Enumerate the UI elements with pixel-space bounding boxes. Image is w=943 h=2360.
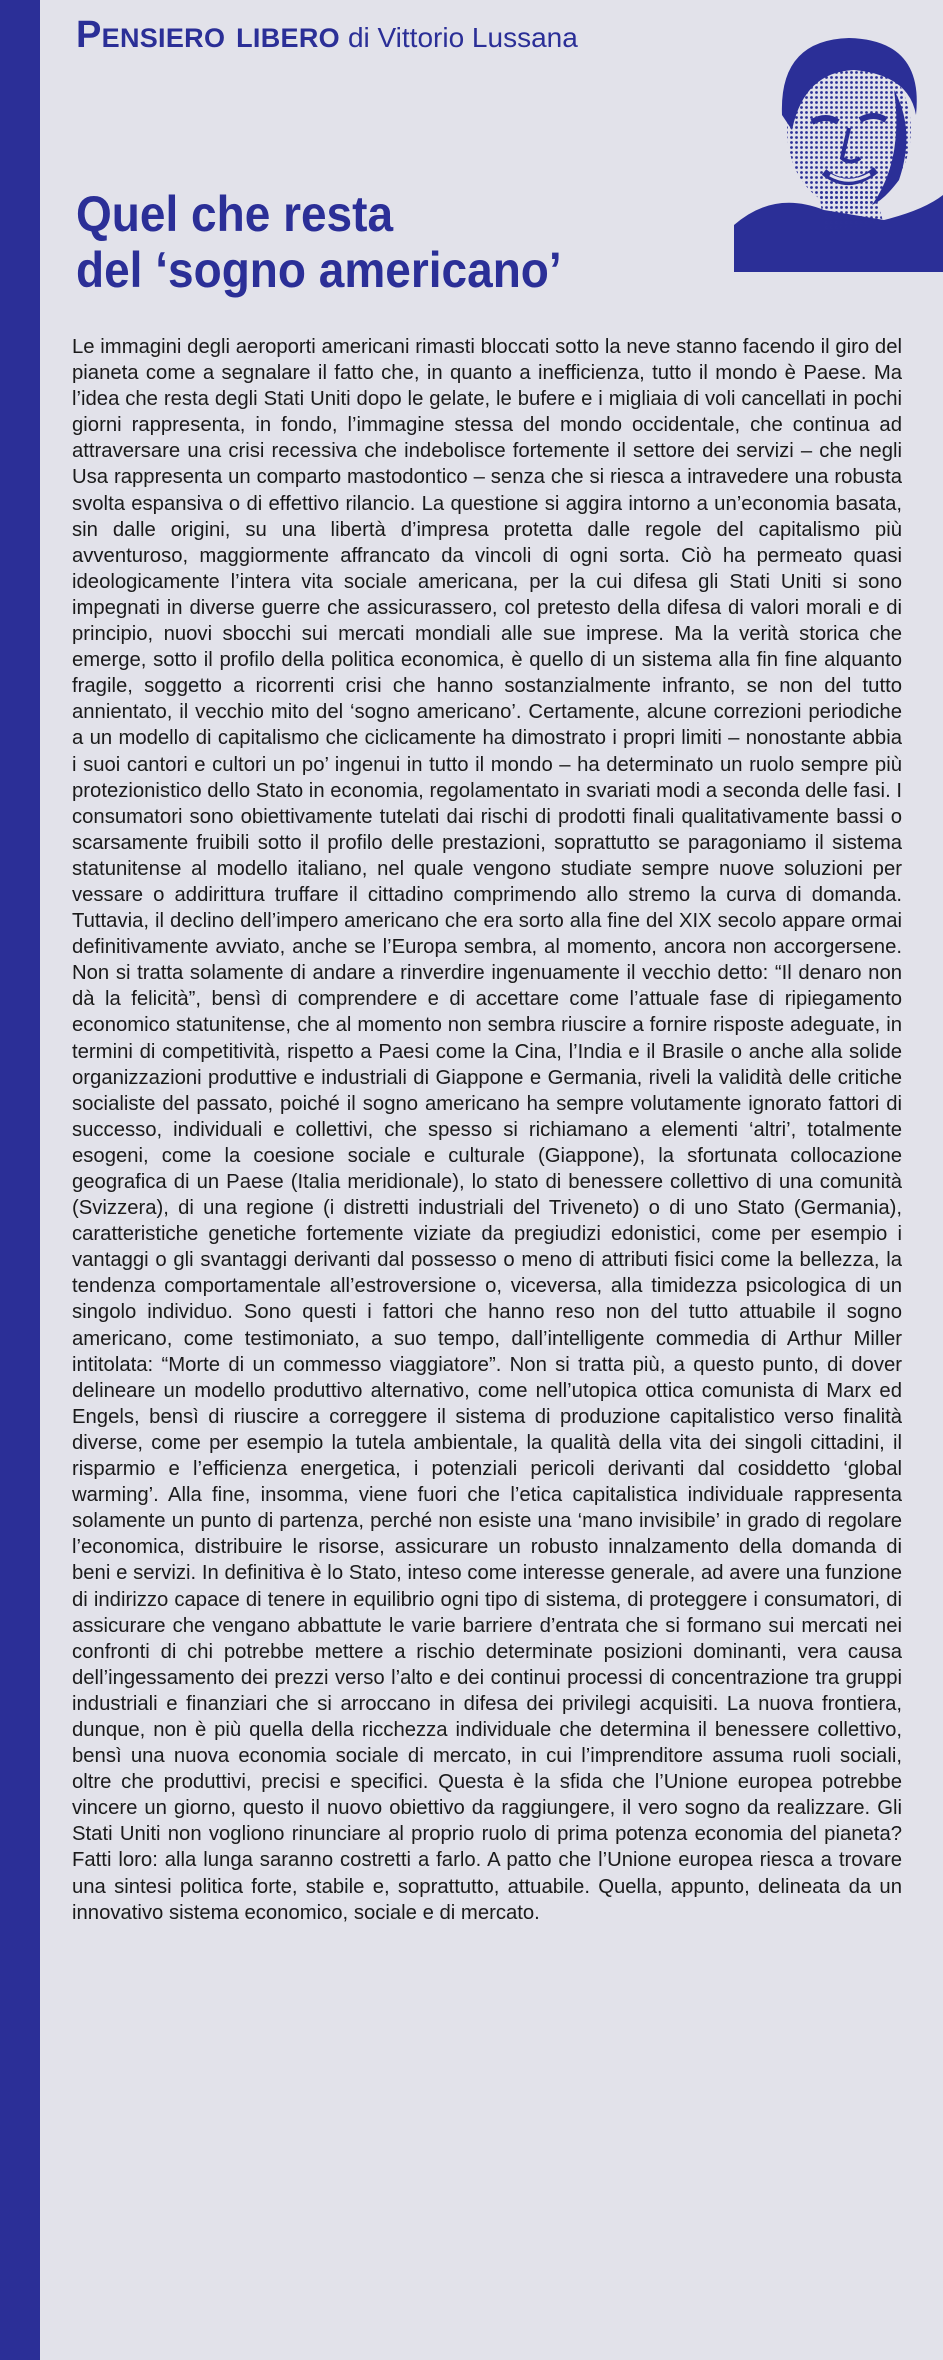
author-portrait	[734, 20, 943, 272]
column-name: Pensiero libero	[76, 14, 340, 56]
column-header	[76, 14, 578, 57]
left-accent-bar	[0, 0, 40, 2360]
article-title	[76, 186, 562, 298]
article-title-line-2: del ‘sogno americano’	[76, 242, 562, 298]
article-title-line-1: Quel che resta	[76, 186, 394, 242]
byline: di Vittorio Lussana	[347, 22, 578, 53]
article-body: Le immagini degli aeroporti americani rimasti bloccati sotto la neve stanno facendo il giro del pianeta come a segnalare il fatto che, in quanto a inefficienza, tutto il mondo è Paese. Ma l’idea che resta degli Stati Uniti dopo le gelate, le bufere e i migliaia di voli cancellati in pochi giorni rappresenta, in fondo, l’immagine stessa del mondo occidentale, che continua ad attraversare una crisi recessiva che indebolisce fortemente il settore dei servizi – che negli Usa rappresenta un comparto mastodontico – senza che si riesca a intravedere una robusta svolta espansiva o di effettivo rilancio. La questione si aggira intorno a un’economia basata, sin dalle origini, su una libertà d’impresa protetta dalle regole del capitalismo più avventuroso, maggiormente affrancato da vincoli di ogni sorta. Ciò ha permeato quasi ideologicamente l’intera vita sociale americana, per la cui difesa gli Stati Uniti si sono impegnati in diverse guerre che assicurassero, col pretesto della difesa di valori morali e di principio, nuovi sbocchi sui mercati mondiali alle sue imprese. Ma la verità storica che emerge, sotto il profilo della politica economica, è quello di un sistema alla fin fine alquanto fragile, soggetto a ricorrenti crisi che hanno sostanzialmente infranto, se non del tutto annientato, il vecchio mito del ‘sogno americano’. Certamente, alcune correzioni periodiche a un modello di capitalismo che ciclicamente ha dimostrato i propri limiti – nonostante abbia i suoi cantori e cultori un po’ ingenui in tutto il mondo – ha determinato un ruolo sempre più protezionistico dello Stato in economia, regolamentato in svariati modi a seconda delle fasi. I consumatori sono obiettivamente tutelati dai rischi di prodotti finali qualitativamente bassi o scarsamente fruibili sotto il profilo delle prestazioni, soprattutto se paragoniamo il sistema statunitense al modello italiano, nel quale vengono studiate sempre nuove soluzioni per vessare o addirittura truffare il cittadino comprimendo allo stremo la curva di domanda. Tuttavia, il declino dell’impero americano che era sorto alla fine del XIX secolo appare ormai definitivamente avviato, anche se l’Europa sembra, al momento, ancora non accorgersene. Non si tratta solamente di andare a rinverdire ingenuamente il vecchio detto: “Il denaro non dà la felicità”, bensì di comprendere e di accettare come l’attuale fase di ripiegamento economico statunitense, che al momento non sembra riuscire a fornire risposte adeguate, in termini di competitività, rispetto a Paesi come la Cina, l’India e il Brasile o anche alla solide organizzazioni produttive e industriali di Giappone e Germania, riveli la validità delle critiche socialiste del passato, poiché il sogno americano ha sempre volutamente ignorato fattori di successo, individuali e collettivi, che spesso si richiamano a elementi ‘altri’, totalmente esogeni, come la coesione sociale e culturale (Giappone), la sfortunata collocazione geografica di un Paese (Italia meridionale), lo stato di benessere collettivo di una comunità (Svizzera), di una regione (i distretti industriali del Triveneto) o di uno Stato (Germania), caratteristiche genetiche fortemente viziate da pregiudizi edonistici, come per esempio i vantaggi o gli svantaggi derivanti dal possesso o meno di attributi fisici come la bellezza, la tendenza comportamentale all’estroversione o, viceversa, alla timidezza psicologica di un singolo individuo. Sono questi i fattori che hanno reso non del tutto attuabile il sogno americano, come testimoniato, a suo tempo, dall’intelligente commedia di Arthur Miller intitolata: “Morte di un commesso viaggiatore”. Non si tratta più, a questo punto, di dover delineare un modello produttivo alternativo, come nell’utopica ottica comunista di Marx ed Engels, bensì di riuscire a correggere il sistema di produzione capitalistico verso finalità diverse, come per esempio la tutela ambientale, la qualità della vita dei singoli cittadini, il risparmio e l’efficienza energetica, i potenziali pericoli derivanti dal cosiddetto ‘global warming’. Alla fine, insomma, viene fuori che l’etica capitalistica individuale rappresenta solamente un punto di partenza, perché non esiste una ‘mano invisibile’ in grado di regolare l’economica, distribuire le risorse, assicurare un robusto innalzamento della domanda di beni e servizi. In definitiva è lo Stato, inteso come interesse generale, ad avere una funzione di indirizzo capace di tenere in equilibrio ogni tipo di sistema, di proteggere i consumatori, di assicurare che vengano abbattute le varie barriere d’entrata che si formano sui mercati nei confronti di chi potrebbe mettere a rischio determinate posizioni dominanti, vera causa dell’ingessamento dei prezzi verso l’alto e dei continui processi di concentrazione tra gruppi industriali e finanziari che si arroccano in difesa dei privilegi acquisiti. La nuova frontiera, dunque, non è più quella della ricchezza individuale che determina il benessere collettivo, bensì una nuova economia sociale di mercato, in cui l’imprenditore assuma ruoli sociali, oltre che produttivi, precisi e specifici. Questa è la sfida che l’Unione europea potrebbe vincere un giorno, questo il nuovo obiettivo da raggiungere, il vero sogno da realizzare. Gli Stati Uniti non vogliono rinunciare al proprio ruolo di prima potenza economia del pianeta? Fatti loro: alla lunga saranno costretti a farlo. A patto che l’Unione europea riesca a trovare una sintesi politica forte, stabile e, soprattutto, attuabile. Quella, appunto, delineata da un innovativo sistema economico, sociale e di mercato.	[72, 336, 902, 1924]
